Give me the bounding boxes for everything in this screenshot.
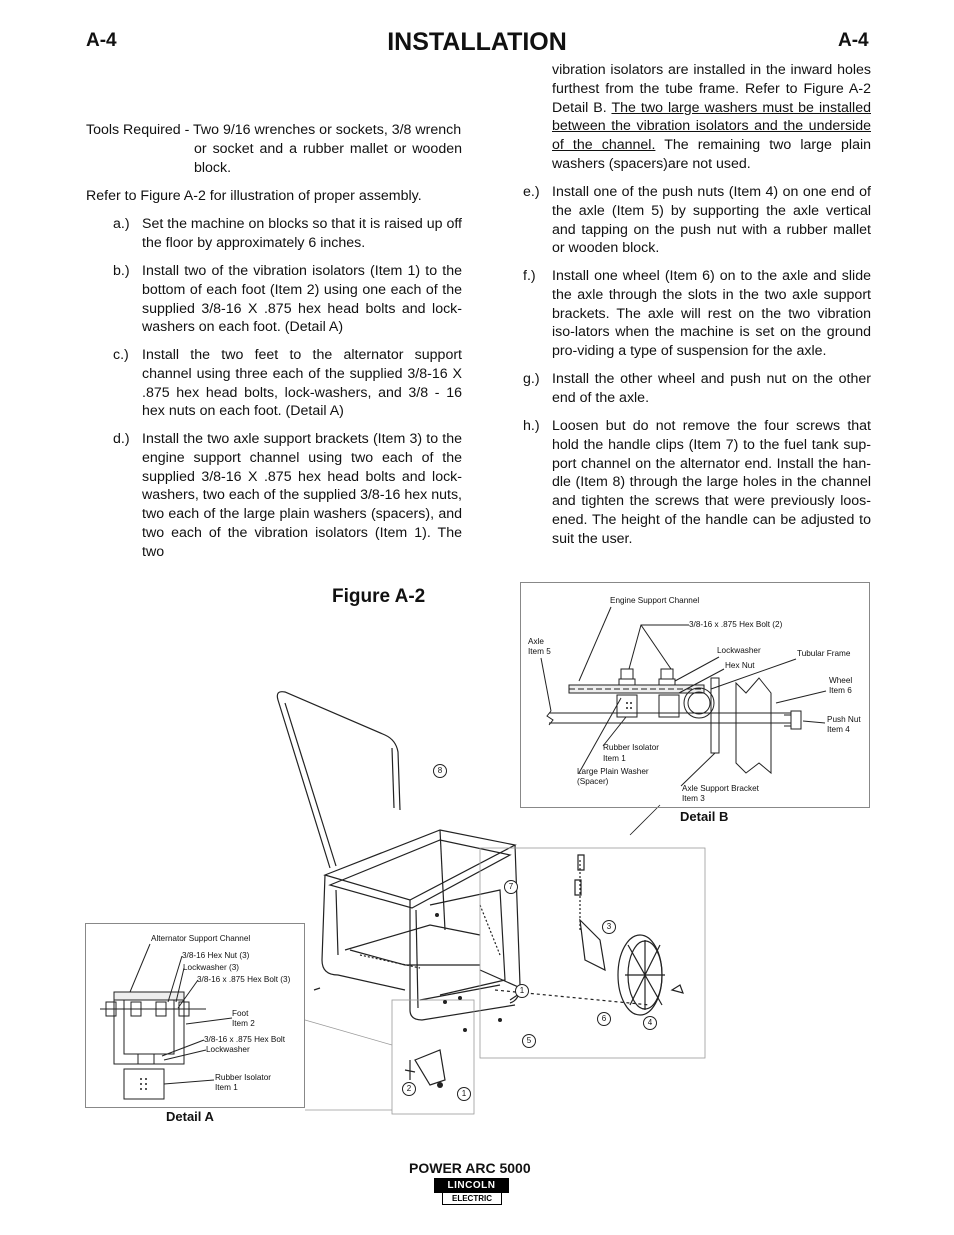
callout-1: 1 [515, 984, 529, 998]
tools-label: Tools Required - [86, 122, 190, 138]
detail-b-caption: Detail B [680, 809, 729, 824]
callout-8: 8 [433, 764, 447, 778]
page-code-left: A-4 [86, 30, 117, 51]
step-text: Set the machine on blocks so that it is raised up off the floor by approximately 6 inches. [142, 216, 462, 251]
page-code-right: A-4 [838, 30, 869, 51]
callout-4: 4 [643, 1016, 657, 1030]
step-label: f.) [523, 268, 536, 284]
label-rubber-item: Item 1 [603, 754, 626, 763]
label-hex-nut: Hex Nut [725, 661, 755, 670]
continued-text: vibration isolators are installed in the inward holes furthest from the tube frame. Refer to Figure A-2 Detail B. [552, 62, 871, 116]
label-spacer: (Spacer) [577, 777, 609, 786]
continued-underlined: The two large washers must be installed between the vibration isolators and the underside of the channel. [552, 99, 871, 154]
label-rubber-isolator: Rubber Isolator [603, 743, 659, 752]
label-axle-bracket-item: Item 3 [682, 794, 705, 803]
label-hex-bolt-3: 3/8-16 x .875 Hex Bolt (3) [197, 975, 291, 984]
label-axle-bracket: Axle Support Bracket [682, 784, 759, 793]
step-label: c.) [113, 347, 129, 363]
step-label: a.) [113, 216, 130, 232]
callout-3: 3 [602, 920, 616, 934]
callout-7: 7 [504, 880, 518, 894]
tools-line-2: or socket and a rubber mallet or wooden [194, 141, 462, 157]
step-text: Install two of the vibration isolators (Item 1) to the bottom of each foot (Item 2) using one each of the supplied 3/8-16 X .875 hex head bolts and lock-washers on each foot. (Detail A) [142, 263, 462, 336]
product-name: POWER ARC 5000 [409, 1160, 531, 1176]
step-text: Install one of the push nuts (Item 4) on one end of the axle (Item 5) by supporting the axle vertical and tapping on the push nut with a rubber mallet or wooden block. [552, 184, 871, 257]
label-push-nut: Push Nut [827, 715, 861, 724]
label-hex-bolt: 3/8-16 x .875 Hex Bolt [204, 1035, 286, 1044]
label-wheel-item: Item 6 [829, 686, 852, 695]
logo-electric: ELECTRIC [442, 1192, 502, 1205]
callout-5: 5 [522, 1034, 536, 1048]
label-large-washer: Large Plain Washer [577, 767, 649, 776]
label-tubular-frame: Tubular Frame [797, 649, 851, 658]
callout-6: 6 [597, 1012, 611, 1026]
label-foot: Foot [232, 1009, 249, 1018]
step-text: Install the two feet to the alternator support channel using three each of the supplied 3/8-16 X .875 hex head bolts, lock-washers, and 3/8 - 16 hex nuts on each foot. (Detail A) [142, 347, 462, 420]
label-lockwasher: Lockwasher [717, 646, 761, 655]
label-rubber-item-a: Item 1 [215, 1083, 238, 1092]
step-label: d.) [113, 431, 130, 447]
label-engine-channel: Engine Support Channel [610, 596, 700, 605]
step-text: Install the other wheel and push nut on the other end of the axle. [552, 371, 871, 406]
label-axle-item: Item 5 [528, 647, 551, 656]
callout-1b: 1 [457, 1087, 471, 1101]
step-label: g.) [523, 371, 540, 387]
step-text: Install one wheel (Item 6) on to the axle and slide the axle through the slots in the two axle support brackets. The axle will rest on the two vibration iso-lators when the machine is set on the ground pro-viding a type of suspension for the axle. [552, 268, 871, 360]
logo-lincoln: LINCOLN [434, 1178, 509, 1193]
label-axle: Axle [528, 637, 544, 646]
detail-a-caption: Detail A [166, 1109, 214, 1124]
step-text: Install the two axle support brackets (Item 3) to the engine support channel using two each of the supplied 3/8-16 X .875 hex head bolts and lock-washers, two each of the supplied 3/8-16 hex nuts, two each of the large plain washers (spacers), and two each of the vibration isolators (Item 1). The two [142, 431, 462, 560]
continued-text-end: The remaining two large plain washers (spacers)are not used. [552, 137, 871, 172]
tools-line-1: Two 9/16 wrenches or sockets, 3/8 wrench [193, 122, 462, 138]
step-label: b.) [113, 263, 130, 279]
step-label: e.) [523, 184, 540, 200]
label-foot-item: Item 2 [232, 1019, 255, 1028]
label-push-nut-item: Item 4 [827, 725, 850, 734]
label-wheel: Wheel [829, 676, 853, 685]
tools-line-3: block. [194, 159, 232, 176]
figure-title: Figure A-2 [332, 586, 426, 607]
label-rubber-isolator-a: Rubber Isolator [215, 1073, 271, 1082]
refer-text: Refer to Figure A-2 for illustration of proper assembly. [86, 188, 422, 204]
label-hex-bolt-2: 3/8-16 x .875 Hex Bolt (2) [689, 620, 783, 629]
step-label: h.) [523, 418, 540, 434]
detail-b-box [520, 582, 870, 808]
page-title: INSTALLATION [387, 28, 567, 56]
lincoln-electric-logo [434, 1178, 509, 1206]
detail-a-box [85, 923, 305, 1108]
label-alt-channel: Alternator Support Channel [151, 934, 251, 943]
label-lockwasher: Lockwasher [206, 1045, 250, 1054]
label-hex-nut-3: 3/8-16 Hex Nut (3) [182, 951, 250, 960]
step-text: Loosen but do not remove the four screws that hold the handle clips (Item 7) to the fuel tank sup-port channel on the alternator end. Install the han-dle (Item 8) through the large holes in the channel and tighten the screws that were previously loos-ened. The height of the handle can be adjusted to suit the user. [552, 418, 871, 547]
label-lockwasher-3: Lockwasher (3) [183, 963, 239, 972]
detail-b-drawing [521, 583, 869, 807]
callout-2: 2 [402, 1082, 416, 1096]
